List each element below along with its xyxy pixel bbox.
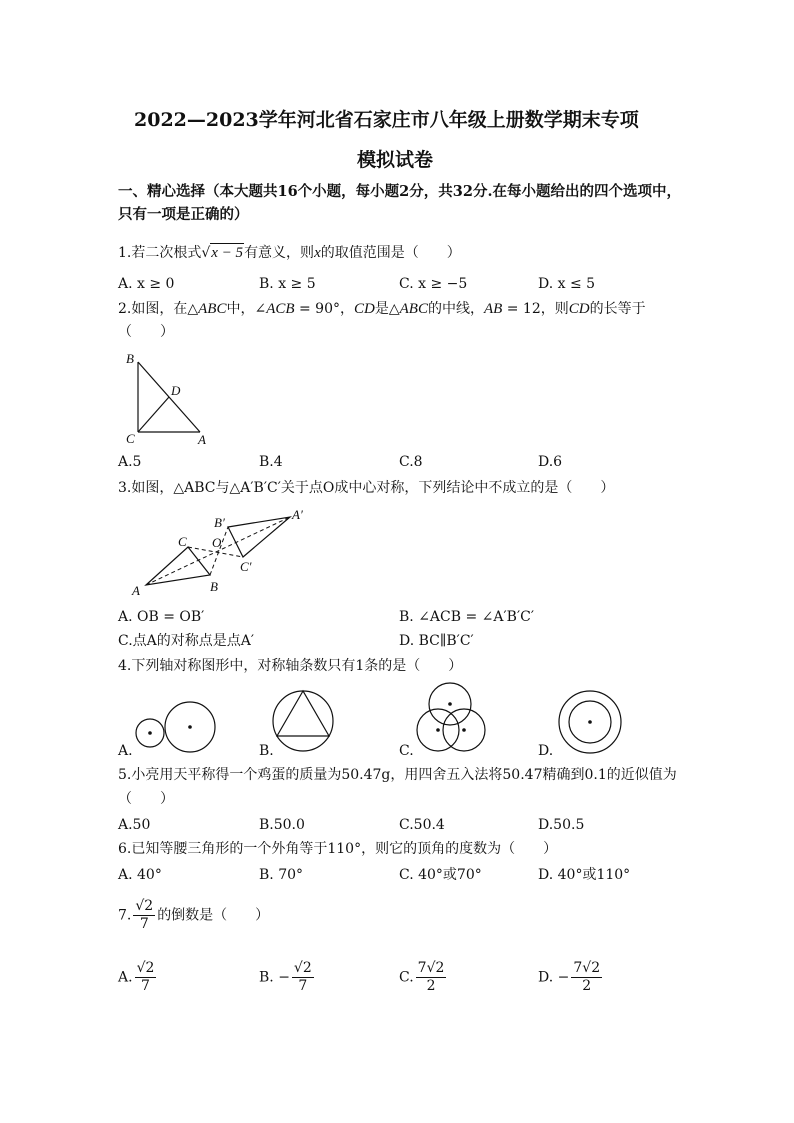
q7-option-c-den: 2 [426,978,436,994]
q7-option-d-den: 2 [582,978,592,994]
q1-radicand: x − 5 [211,245,244,261]
q3-label-o: O [212,535,222,550]
q3-label-b: B [210,579,218,594]
q4c-top-center [448,702,452,706]
question-4: 4.下列轴对称图形中，对称轴条数只有1条的是（ ） [118,658,463,674]
q2-text-e: 的中线， [427,301,484,317]
question-5-line2: （ ） [118,791,174,807]
q3-triangle-abc [146,547,210,585]
q2-text-d: 是△ [374,301,400,317]
q2-figure [118,350,218,448]
q7-option-a-num: √2 [136,960,155,976]
q4c-right-center [462,728,466,732]
q5-option-a[interactable]: A.50 [118,817,151,833]
q3-option-b[interactable]: B. ∠ACB = ∠A′B′C′ [399,609,535,625]
q1-option-c[interactable]: C. x ≥ −5 [399,276,468,292]
q1-option-b[interactable]: B. x ≥ 5 [259,276,316,292]
q7-option-b-label: B. − [259,969,290,986]
q7-fraction-den: 7 [139,916,149,932]
q2-label-a: A [198,432,206,447]
q4-option-c[interactable]: C. [399,743,414,759]
q4a-small-center [148,731,152,735]
q2-cd: CD [354,301,375,317]
q2-option-a[interactable]: A.5 [118,454,142,470]
q6-option-d[interactable]: D. 40°或110° [538,867,631,883]
q6-option-c[interactable]: C. 40°或70° [399,867,482,883]
q4-figure-d [556,688,624,756]
q3-label-a: A [132,583,140,597]
q7-option-a-fraction [135,960,157,995]
q7-option-c-num: 7√2 [417,960,445,976]
q4-figure-c [412,680,492,756]
question-3: 3.如图，△ABC与△A′B′C′关于点O成中心对称，下列结论中不成立的是（ ） [118,480,615,496]
q2-text-c: = 90°， [294,301,354,317]
q7-option-b-num: √2 [293,960,312,976]
q7-option-d-label: D. − [538,969,570,986]
q1-text-pre: 1.若二次根式 [118,245,202,261]
q7-fraction [133,898,155,933]
q4-figure-b [270,688,336,754]
section-header-line1: 一、精心选择（本大题共16个小题，每小题2分，共32分.在每小题给出的四个选项中， [118,183,681,200]
q7-prefix: 7. [118,907,132,924]
q7-option-a[interactable] [118,960,158,995]
question-1 [118,243,461,262]
q2-text-a: 2.如图，在△ [118,301,199,317]
q4-option-b[interactable]: B. [259,743,274,759]
q1-text-post2: 的取值范围是（ ） [320,245,461,261]
q3-label-c: C [178,534,187,549]
q2-ab: AB [483,301,503,317]
q2-abc: ABC [198,301,227,317]
q2-acb: ACB [266,301,295,317]
q3-option-a[interactable]: A. OB = OB′ [118,609,205,625]
q6-option-b[interactable]: B. 70° [259,867,304,883]
question-5-line1: 5.小亮用天平称得一个鸡蛋的质量为50.47g，用四舍五入法将50.47精确到0.1的近似值为 [118,767,677,783]
q2-text-f: = 12，则 [502,301,569,317]
q3-label-a-prime: A′ [292,507,303,522]
question-6: 6.已知等腰三角形的一个外角等于110°，则它的顶角的度数为（ ） [118,841,558,857]
q4-option-a[interactable]: A. [118,743,133,759]
q2-option-c[interactable]: C.8 [399,454,423,470]
q7-option-c[interactable] [399,960,448,995]
q5-option-d[interactable]: D.50.5 [538,817,585,833]
q3-label-b-prime: B′ [214,515,225,530]
q6-option-a[interactable]: A. 40° [118,867,162,883]
q5-option-b[interactable]: B.50.0 [259,817,305,833]
q2-abc2: ABC [399,301,428,317]
q2-label-c: C [126,431,135,446]
q7-option-a-den: 7 [141,978,150,994]
q7-option-b[interactable] [259,960,316,995]
q4b-circle [273,691,333,751]
q4c-left-center [436,728,440,732]
q4-option-d[interactable]: D. [538,743,554,759]
q1-option-a[interactable]: A. x ≥ 0 [118,276,175,292]
q7-text-post: 的倒数是（ ） [157,907,270,924]
q2-cd2: CD [568,301,590,317]
q7-option-a-label: A. [118,969,133,986]
q3-option-c[interactable]: C.点A的对称点是点A′ [118,633,255,649]
q7-option-d-num: 7√2 [573,960,601,976]
q7-option-c-label: C. [399,969,414,986]
q2-option-b[interactable]: B.4 [259,454,283,470]
q7-option-d-fraction [571,960,602,995]
page-title-line1: 2022—2023学年河北省石家庄市八年级上册数学期末专项 [134,109,639,131]
q2-median-cd [138,397,169,432]
q2-label-b: B [126,351,134,366]
q7-option-c-fraction [416,960,447,995]
question-7 [118,898,269,933]
q3-label-c-prime: C′ [240,559,252,574]
q2-text-g: 的长等于 [589,301,646,317]
q7-fraction-num: √2 [135,898,154,914]
page-title-line2: 模拟试卷 [357,149,434,171]
q5-option-c[interactable]: C.50.4 [399,817,445,833]
q7-option-b-den: 7 [298,978,308,994]
q7-option-b-fraction [292,960,314,995]
section-header-line2: 只有一项是正确的） [118,206,249,223]
q3-figure [118,505,328,597]
q2-label-d: D [171,383,181,398]
q1-option-d[interactable]: D. x ≤ 5 [538,276,596,292]
question-2-line1 [118,300,646,318]
q2-text-b: 中，∠ [226,301,267,317]
question-2-line2: （ ） [118,324,174,340]
q4d-center [588,720,592,724]
q3-triangle-a-prime [228,517,290,557]
q2-option-d[interactable]: D.6 [538,454,563,470]
q1-var: x [314,245,321,261]
q1-sqrt: √x − 5 [201,245,244,261]
q4-figure-a [132,695,222,755]
q1-text-post: 有意义，则 [244,245,315,261]
q3-option-d[interactable]: D. BC∥B′C′ [399,633,474,649]
q7-option-d[interactable] [538,960,604,995]
q4a-large-center [188,725,192,729]
